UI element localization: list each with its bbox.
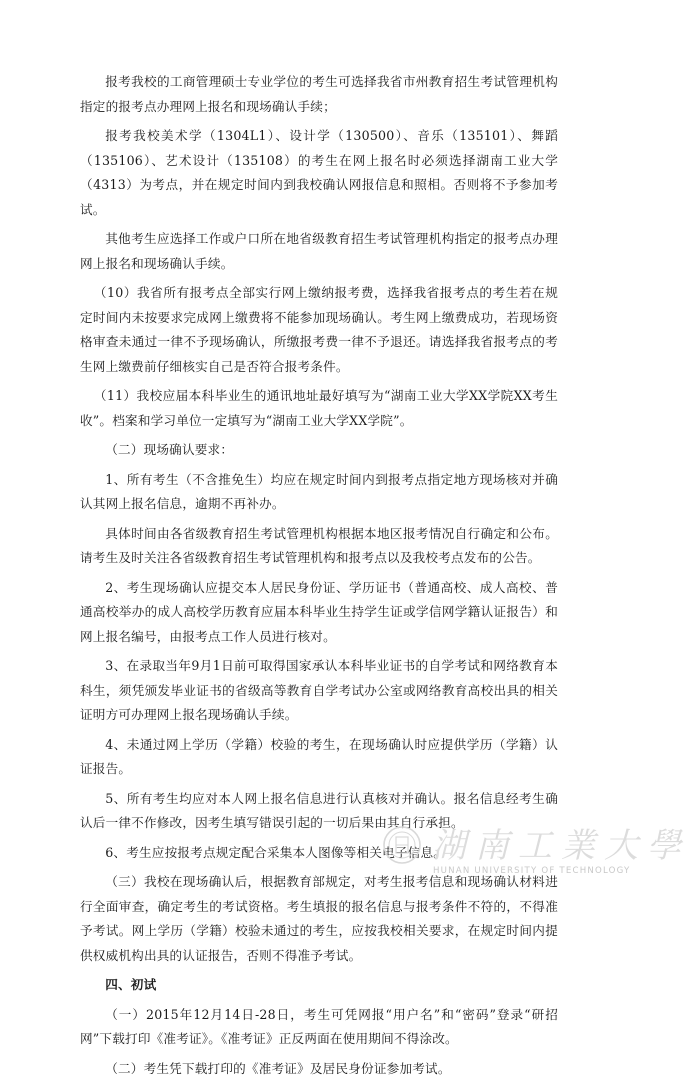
paragraph-mba-registration: 报考我校的工商管理硕士专业学位的考生可选择我省市州教育招生考试管理机构指定的报考点办理网上报名和现场确认手续；	[80, 74, 558, 114]
paragraph-other-candidates: 其他考生应选择工作或户口所在地省级教育招生考试管理机构指定的报考点办理网上报名和现场确认手续。	[80, 231, 558, 271]
paragraph-art-majors: 报考我校美术学（1304L1）、设计学（130500）、音乐（135101）、舞蹈（135106）、艺术设计（135108）的考生在网上报名时必须选择湖南工业大学（4313）为考点，并在规定时间内到我校确认网报信息和照相。否则将不予参加考试。	[80, 128, 558, 217]
school-logo-chinese: 湖南工業大學	[432, 826, 690, 866]
section-heading-onsite-confirmation: （二）现场确认要求：	[105, 442, 234, 457]
paragraph-requirement-2: 2、考生现场确认应提交本人居民身份证、学历证书（普通高校、成人高校、普通高校举办的成人高校学历教育应届本科毕业生持学生证或学信网学籍认证报告）和网上报名编号，由报考点工作人员进行核对。	[80, 579, 558, 644]
paragraph-requirement-4: 4、未通过网上学历（学籍）校验的考生，在现场确认时应提供学历（学籍）认证报告。	[80, 736, 558, 776]
paragraph-requirement-1: 1、所有考生（不含推免生）均应在规定时间内到报考点指定地方现场核对并确认其网上报名信息，逾期不再补办。	[80, 471, 558, 511]
paragraph-exam-attendance: （二）考生凭下载打印的《准考证》及居民身份证参加考试。	[105, 1060, 451, 1076]
paragraph-item-10: （10）我省所有报考点全部实行网上缴纳报考费，选择我省报考点的考生若在规定时间内未按要求完成网上缴费将不能参加现场确认。考生网上缴费成功，若现场资格审查未通过一律不予现场确认，所缴报考费一律不予退还。请选择我省报考点的考生网上缴费前仔细核实自己是否符合报考条件。	[80, 285, 558, 374]
university-seal-icon	[382, 825, 422, 865]
document-body	[80, 70, 558, 1086]
paragraph-admission-ticket-download: （一）2015年12月14日-28日，考生可凭网报“用户名”和“密码”登录“研招网”下载打印《准考证》。《准考证》正反两面在使用期间不得涂改。	[80, 1006, 558, 1046]
paragraph-item-11: （11）我校应届本科毕业生的通讯地址最好填写为“湖南工业大学XX学院XX考生收”。档案和学习单位一定填写为“湖南工业大学XX学院”。	[80, 388, 558, 428]
paragraph-timing-notice: 具体时间由各省级教育招生考试管理机构根据本地区报考情况自行确定和公布。请考生及时关注各省级教育招生考试管理机构和报考点以及我校考点发布的公告。	[80, 525, 558, 565]
paragraph-requirement-6: 6、考生应按报考点规定配合采集本人图像等相关电子信息。	[105, 844, 447, 860]
school-logo-english: HUNAN UNIVERSITY OF TECHNOLOGY	[433, 866, 631, 876]
paragraph-requirement-3: 3、在录取当年9月1日前可取得国家承认本科毕业证书的自学考试和网络教育本科生，须凭颁发毕业证书的省级高等教育自学考试办公室或网络教育高校出具的相关证明方可办理网上报名现场确认手续。	[80, 658, 558, 722]
paragraph-section-3-review: （三）我校在现场确认后，根据教育部规定，对考生报考信息和现场确认材料进行全面审查，确定考生的考试资格。考生填报的报名信息与报考条件不符的，不得准予考试。网上学历（学籍）校验未通过的考生，应按我校相关要求，在规定时间内提供权威机构出具的认证报告，否则不得准予考试。	[80, 874, 558, 963]
section-heading-preliminary-exam: 四、初试	[105, 977, 157, 992]
paragraph-requirement-5: 5、所有考生均应对本人网上报名信息进行认真核对并确认。报名信息经考生确认后一律不作修改，因考生填写错误引起的一切后果由其自行承担。	[80, 790, 558, 830]
